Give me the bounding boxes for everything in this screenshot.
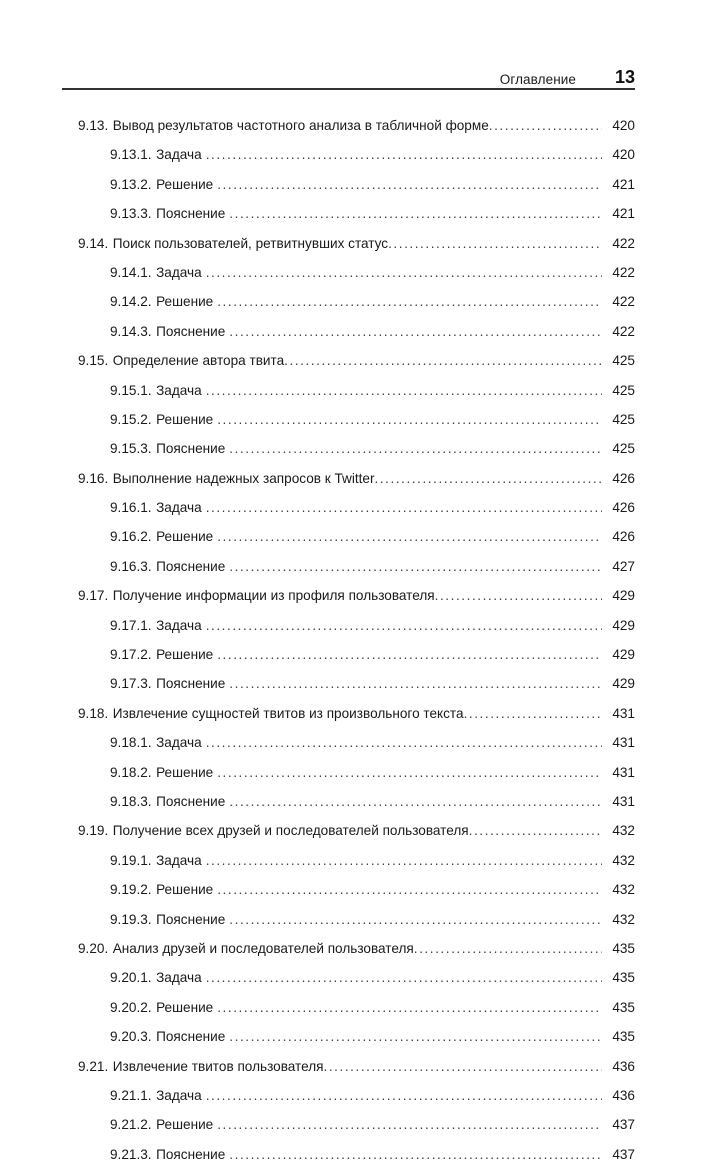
toc-entry-page: 435 <box>612 970 635 986</box>
dot-leader <box>217 882 602 898</box>
toc-entry-page: 422 <box>612 235 635 251</box>
toc-entry-page: 426 <box>612 470 635 486</box>
toc-entry[interactable] <box>62 970 635 999</box>
toc-entry[interactable] <box>62 353 635 382</box>
toc-entry-number: 9.14.1. <box>110 264 152 280</box>
toc-entry[interactable] <box>62 294 635 323</box>
toc-entry[interactable] <box>62 441 635 470</box>
dot-leader <box>464 706 602 722</box>
toc-entry-page: 436 <box>612 1058 635 1074</box>
dot-leader <box>206 853 602 869</box>
dot-leader <box>206 500 602 516</box>
toc-entry-number: 9.20. <box>78 940 109 956</box>
dot-leader <box>414 941 602 957</box>
toc-entry[interactable] <box>62 941 635 970</box>
toc-entry-page: 429 <box>612 647 635 663</box>
dot-leader <box>388 236 602 252</box>
toc-entry-title: Извлечение сущностей твитов из произвольного текста <box>112 705 464 721</box>
header-rule <box>62 88 635 90</box>
toc-entry-title: Задача <box>156 617 202 633</box>
toc-entry-number: 9.20.3. <box>110 1029 152 1045</box>
toc-entry[interactable] <box>62 912 635 941</box>
toc-entry[interactable] <box>62 676 635 705</box>
toc-entry-number: 9.19.2. <box>110 882 152 898</box>
toc-entry-number: 9.18. <box>78 705 109 721</box>
toc-entry-title: Пояснение <box>156 793 226 809</box>
toc-entry-number: 9.15.3. <box>110 441 152 457</box>
toc-entry[interactable] <box>62 265 635 294</box>
toc-entry-page: 435 <box>612 940 635 956</box>
toc-entry[interactable] <box>62 383 635 412</box>
toc-entry-title: Пояснение <box>156 206 226 222</box>
toc-entry[interactable] <box>62 794 635 823</box>
dot-leader <box>229 441 602 457</box>
toc-entry[interactable] <box>62 324 635 353</box>
toc-entry-number: 9.18.3. <box>110 793 152 809</box>
toc-entry-title: Решение <box>156 882 214 898</box>
toc-entry-number: 9.13. <box>78 118 109 133</box>
toc-entry-number: 9.17.3. <box>110 676 152 692</box>
toc-entry-page: 429 <box>612 588 635 604</box>
toc-entry-number: 9.19. <box>78 823 109 839</box>
toc-entry-page: 437 <box>612 1117 635 1133</box>
toc-entry-title: Пояснение <box>156 441 226 457</box>
toc-entry-title: Поиск пользователей, ретвитнувших статус <box>112 235 389 251</box>
toc-entry-number: 9.20.2. <box>110 999 152 1015</box>
dot-leader <box>206 618 602 634</box>
toc-entry-title: Получение всех друзей и последователей пользователя <box>112 823 469 839</box>
toc-entry-page: 422 <box>612 323 635 339</box>
toc-entry-number: 9.14.2. <box>110 294 152 310</box>
dot-leader <box>206 970 602 986</box>
toc-entry-title: Пояснение <box>156 558 226 574</box>
dot-leader <box>229 206 602 222</box>
toc-entry[interactable] <box>62 1117 635 1146</box>
toc-entry-page: 431 <box>612 735 635 751</box>
toc-entry-page: 425 <box>612 353 635 369</box>
toc-entry-title: Пояснение <box>156 1146 226 1162</box>
toc-entry-page: 431 <box>612 705 635 721</box>
dot-leader <box>324 1059 602 1075</box>
toc-entry-title: Задача <box>156 970 202 986</box>
toc-entry-title: Решение <box>156 764 214 780</box>
toc-entry-number: 9.16.3. <box>110 558 152 574</box>
toc-entry-title: Пояснение <box>156 1029 226 1045</box>
toc-entry-title: Решение <box>156 1117 214 1133</box>
toc-entry-page: 422 <box>612 294 635 310</box>
toc-entry-title: Анализ друзей и последователей пользователя <box>112 940 414 956</box>
dot-leader <box>469 823 602 839</box>
toc-entry-number: 9.20.1. <box>110 970 152 986</box>
toc-entry-number: 9.19.1. <box>110 852 152 868</box>
toc-entry-number: 9.21.1. <box>110 1087 152 1103</box>
toc-entry-number: 9.18.1. <box>110 735 152 751</box>
toc-entry-title: Задача <box>156 382 202 398</box>
toc-entry-title: Решение <box>156 647 214 663</box>
dot-leader <box>217 1000 602 1016</box>
toc-entry[interactable] <box>62 559 635 588</box>
dot-leader <box>217 412 602 428</box>
toc-entry[interactable] <box>62 412 635 441</box>
toc-entry[interactable] <box>62 853 635 882</box>
toc-entry-title: Задача <box>156 1087 202 1103</box>
toc-entry-title: Пояснение <box>156 676 226 692</box>
toc-entry-page: 422 <box>612 264 635 280</box>
toc-entry-number: 9.21. <box>78 1058 109 1074</box>
toc-entry[interactable] <box>62 1000 635 1029</box>
toc-entry-number: 9.13.2. <box>110 176 152 192</box>
dot-leader <box>229 676 602 692</box>
toc-entry-page: 426 <box>612 500 635 516</box>
toc-entry[interactable] <box>62 177 635 206</box>
toc-entry-number: 9.17. <box>78 588 109 604</box>
toc-entry-number: 9.16. <box>78 470 109 486</box>
toc-entry-title: Задача <box>156 852 202 868</box>
toc-entry-title: Решение <box>156 294 214 310</box>
toc-entry-title: Выполнение надежных запросов к Twitter <box>112 470 375 486</box>
toc-entry-title: Получение информации из профиля пользователя <box>112 588 435 604</box>
toc-entry-number: 9.15. <box>78 353 109 369</box>
dot-leader <box>435 588 602 604</box>
toc-entry-page: 429 <box>612 617 635 633</box>
dot-leader <box>229 912 602 928</box>
toc-entry-number: 9.18.2. <box>110 764 152 780</box>
toc-entry-title: Задача <box>156 147 202 163</box>
toc-entry[interactable] <box>62 529 635 558</box>
dot-leader <box>229 794 602 810</box>
toc-entry[interactable] <box>62 471 635 500</box>
toc-entry-page: 421 <box>612 176 635 192</box>
dot-leader <box>489 118 602 134</box>
toc-entry-number: 9.19.3. <box>110 911 152 927</box>
toc-entry-title: Решение <box>156 529 214 545</box>
dot-leader <box>284 353 602 369</box>
toc-entry-title: Решение <box>156 176 214 192</box>
toc-entry[interactable] <box>62 206 635 235</box>
toc-entry-number: 9.21.3. <box>110 1146 152 1162</box>
toc-entry-page: 437 <box>612 1146 635 1162</box>
toc-entry-number: 9.16.2. <box>110 529 152 545</box>
dot-leader <box>206 1088 602 1104</box>
toc-entry-number: 9.21.2. <box>110 1117 152 1133</box>
toc-entry-title: Решение <box>156 999 214 1015</box>
toc-entry-title: Вывод результатов частотного анализа в табличной форме <box>112 118 489 133</box>
dot-leader <box>375 471 602 487</box>
toc-entry-page: 435 <box>612 999 635 1015</box>
toc-entry[interactable] <box>62 147 635 176</box>
toc-entry-number: 9.15.2. <box>110 411 152 427</box>
toc-entry-title: Извлечение твитов пользователя <box>112 1058 324 1074</box>
page-number: 13 <box>614 67 635 87</box>
toc-entry[interactable] <box>62 1147 635 1176</box>
toc-entry[interactable] <box>62 706 635 735</box>
toc-entry-page: 436 <box>612 1087 635 1103</box>
toc-entry-page: 431 <box>612 764 635 780</box>
dot-leader <box>217 529 602 545</box>
toc-entry-number: 9.15.1. <box>110 382 152 398</box>
dot-leader <box>229 1147 602 1163</box>
dot-leader <box>217 765 602 781</box>
running-head <box>62 58 635 86</box>
toc-entry-title: Решение <box>156 411 214 427</box>
dot-leader <box>206 383 602 399</box>
toc-entry-page: 432 <box>612 852 635 868</box>
toc-entry-page: 427 <box>612 558 635 574</box>
toc-entry-number: 9.13.1. <box>110 147 152 163</box>
toc-entry-page: 425 <box>612 382 635 398</box>
toc-entry[interactable] <box>62 236 635 265</box>
toc-entry[interactable] <box>62 588 635 617</box>
toc-entry-number: 9.17.1. <box>110 617 152 633</box>
toc-entry[interactable] <box>62 618 635 647</box>
toc-entry[interactable] <box>62 882 635 911</box>
toc-entry-page: 420 <box>612 118 635 133</box>
dot-leader <box>206 735 602 751</box>
toc-entry[interactable] <box>62 500 635 529</box>
toc-entry[interactable] <box>62 823 635 852</box>
toc-entry-title: Определение автора твита <box>112 353 285 369</box>
toc-entry-number: 9.14.3. <box>110 323 152 339</box>
toc-entry[interactable] <box>62 647 635 676</box>
toc-entry-number: 9.13.3. <box>110 206 152 222</box>
dot-leader <box>206 265 602 281</box>
toc-entry[interactable] <box>62 118 635 147</box>
toc-entry-page: 420 <box>612 147 635 163</box>
toc-entry-page: 421 <box>612 206 635 222</box>
toc-entry[interactable] <box>62 1088 635 1117</box>
dot-leader <box>217 294 602 310</box>
toc-entry-page: 426 <box>612 529 635 545</box>
toc-entry-title: Пояснение <box>156 911 226 927</box>
toc-entry-page: 432 <box>612 882 635 898</box>
toc-entry-title: Пояснение <box>156 323 226 339</box>
toc-entry-title: Задача <box>156 264 202 280</box>
toc-entry-page: 429 <box>612 676 635 692</box>
toc-entry[interactable] <box>62 1029 635 1058</box>
dot-leader <box>229 324 602 340</box>
toc-entry-number: 9.14. <box>78 235 109 251</box>
toc-entry-title: Задача <box>156 500 202 516</box>
dot-leader <box>217 1117 602 1133</box>
toc-entry-page: 425 <box>612 441 635 457</box>
dot-leader <box>217 177 602 193</box>
dot-leader <box>229 1029 602 1045</box>
toc-entry-page: 432 <box>612 823 635 839</box>
running-head-title: Оглавление <box>499 71 576 87</box>
dot-leader <box>217 647 602 663</box>
toc-entry[interactable] <box>62 1059 635 1088</box>
toc-entry[interactable] <box>62 765 635 794</box>
toc-entry-page: 431 <box>612 793 635 809</box>
toc-entry-number: 9.16.1. <box>110 500 152 516</box>
toc-entry[interactable] <box>62 735 635 764</box>
toc-entry-title: Задача <box>156 735 202 751</box>
table-of-contents <box>62 118 635 1176</box>
dot-leader <box>206 147 602 163</box>
toc-entry-number: 9.17.2. <box>110 647 152 663</box>
dot-leader <box>229 559 602 575</box>
toc-entry-page: 432 <box>612 911 635 927</box>
toc-entry-page: 425 <box>612 411 635 427</box>
toc-entry-page: 435 <box>612 1029 635 1045</box>
